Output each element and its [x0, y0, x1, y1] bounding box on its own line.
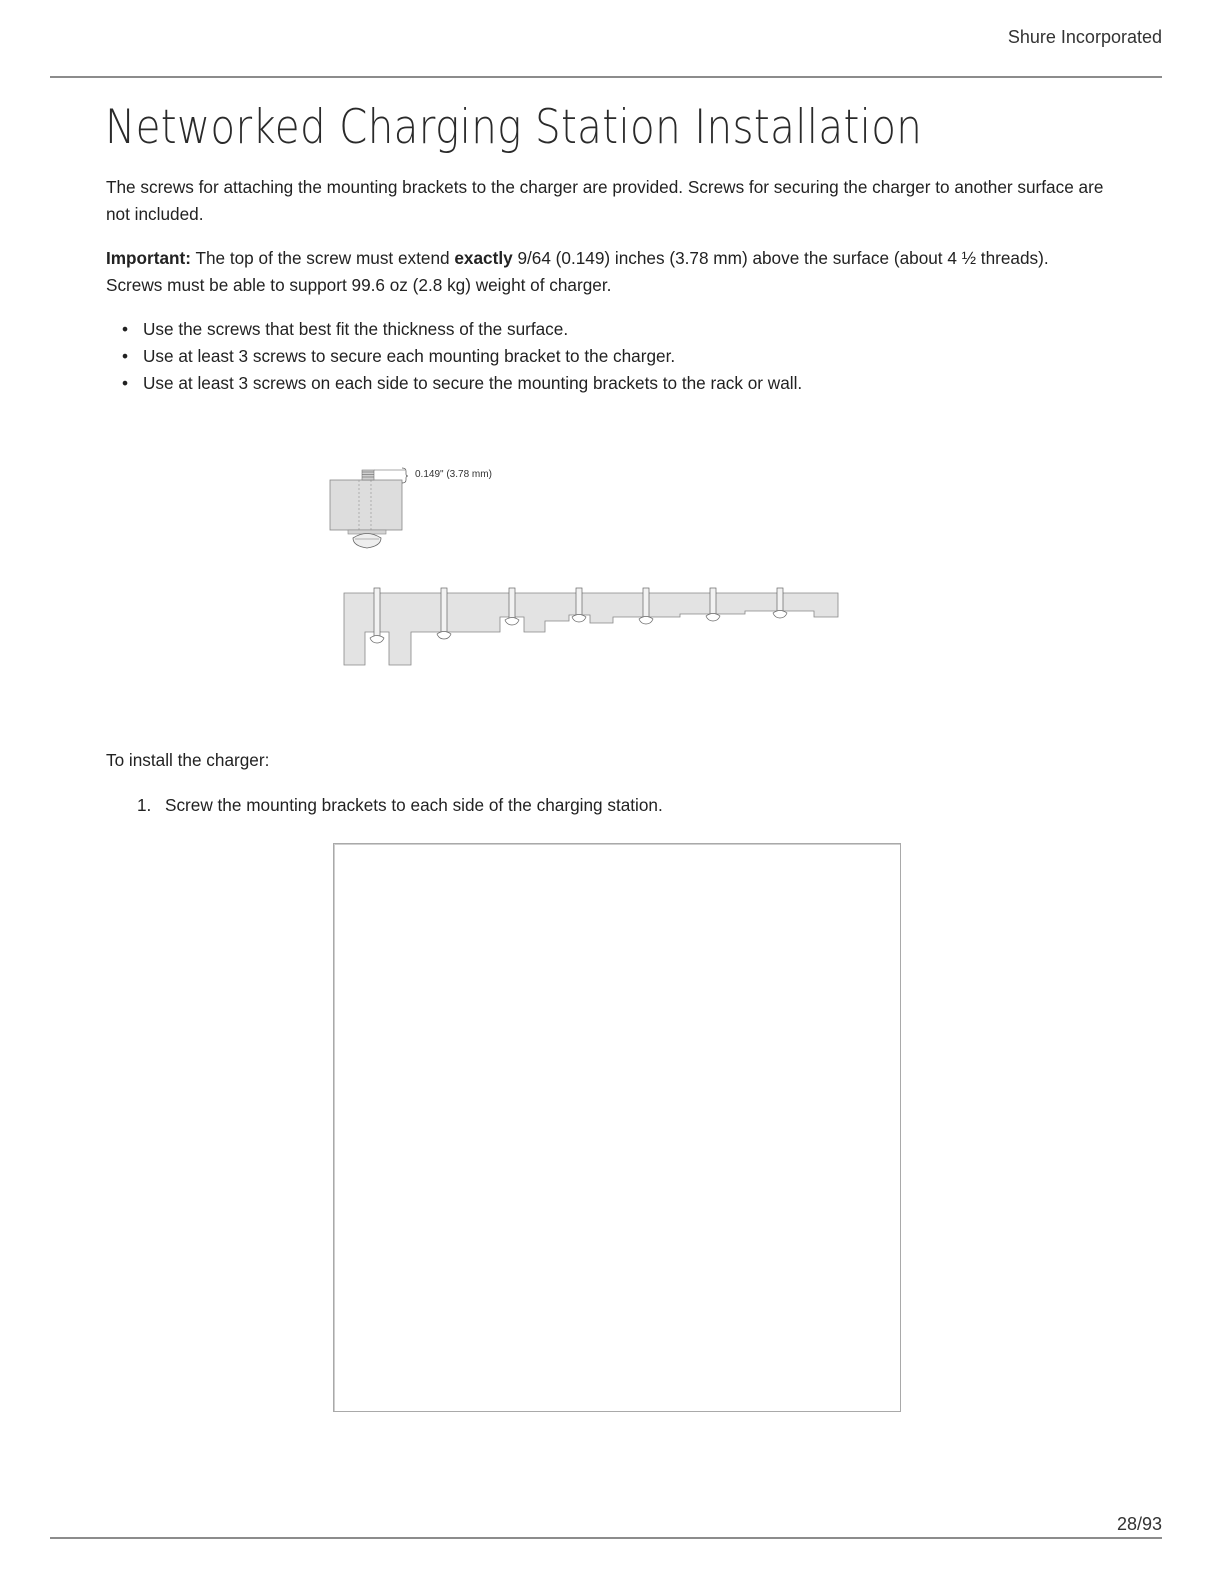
requirements-list: [106, 316, 802, 397]
list-item: [106, 343, 802, 370]
intro-paragraph: The screws for attaching the mounting brackets to the charger are provided. Screws for securing the charger to another surface are not included.: [106, 177, 1104, 224]
list-item-text: Use the screws that best fit the thickness of the surface.: [143, 319, 569, 339]
install-steps: [106, 792, 663, 819]
step-text: Screw the mounting brackets to each side of the charging station.: [165, 795, 663, 815]
list-item-text: Use at least 3 screws to secure each mounting bracket to the charger.: [143, 346, 676, 366]
install-intro: To install the charger:: [106, 750, 270, 770]
dimension-label: 0.149" (3.78 mm): [415, 469, 492, 480]
header-divider: [50, 76, 1162, 78]
header-company-name: Shure Incorporated: [1007, 27, 1162, 47]
important-text-after: 9/64 (0.149) inches (3.78 mm) above the surface (about 4 ½ threads). Screws must be able to support 99.6 oz (2.8 kg) weight of charger.: [106, 248, 1049, 295]
bullet-icon: •: [122, 319, 129, 339]
important-emphasis: exactly: [454, 248, 513, 268]
footer-divider: [50, 1537, 1162, 1539]
figure-placeholder: [333, 843, 901, 1412]
bullet-icon: •: [122, 373, 129, 393]
screw-threads-icon: [362, 470, 374, 480]
important-label: Important:: [106, 248, 191, 268]
screw-depth-detail: [330, 468, 492, 548]
page-number: 28/93: [1116, 1514, 1162, 1534]
list-item: [106, 370, 802, 397]
bullet-icon: •: [122, 346, 129, 366]
page-title: Networked Charging Station Installation: [105, 100, 923, 155]
screw-depth-diagram: [325, 460, 845, 670]
list-item-text: Use at least 3 screws on each side to secure the mounting brackets to the rack or wall.: [143, 373, 803, 393]
important-note: [106, 245, 1106, 299]
important-text-before: The top of the screw must extend: [195, 248, 450, 268]
bracket-cross-section: [344, 588, 838, 665]
step-number: 1.: [137, 795, 152, 815]
step-item: [106, 792, 663, 819]
list-item: [106, 316, 802, 343]
